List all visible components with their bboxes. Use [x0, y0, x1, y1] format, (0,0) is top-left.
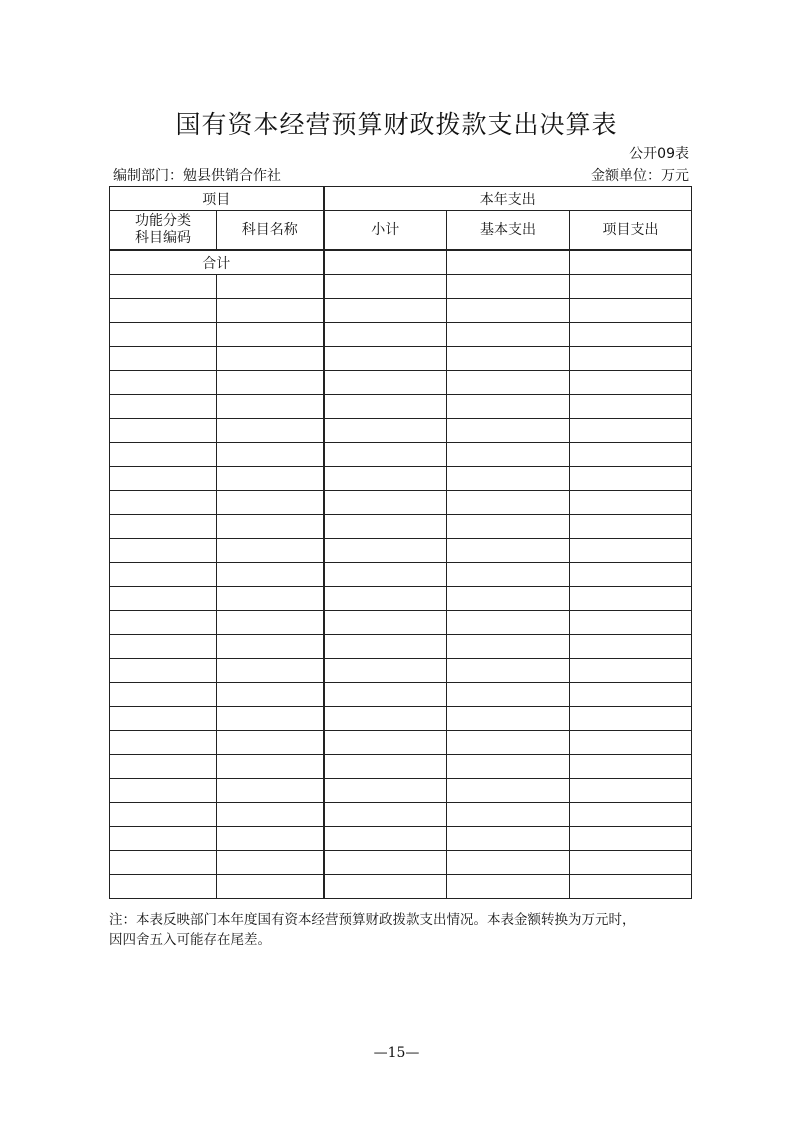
subject-name-cell	[217, 755, 324, 779]
project-cell	[570, 563, 692, 587]
basic-cell	[447, 491, 570, 515]
subtotal-cell	[324, 443, 447, 467]
function-code-cell	[110, 875, 217, 899]
subject-name-cell	[217, 731, 324, 755]
subtotal-cell	[324, 275, 447, 299]
subject-name-cell	[217, 707, 324, 731]
subtotal-cell	[324, 803, 447, 827]
unit-label: 金额单位：万元	[591, 168, 689, 184]
function-code-cell	[110, 419, 217, 443]
footnote-line-1: 注：本表反映部门本年度国有资本经营预算财政拨款支出情况。本表金额转换为万元时，	[109, 912, 636, 928]
basic-cell	[447, 803, 570, 827]
project-cell	[570, 371, 692, 395]
project-cell	[570, 707, 692, 731]
subtotal-cell	[324, 611, 447, 635]
subject-name-cell	[217, 827, 324, 851]
basic-cell	[447, 851, 570, 875]
project-cell	[570, 875, 692, 899]
basic-cell	[447, 443, 570, 467]
footnote-line-2: 因四舍五入可能存在尾差。	[109, 932, 271, 948]
function-code-cell	[110, 371, 217, 395]
function-code-cell	[110, 611, 217, 635]
project-cell	[570, 803, 692, 827]
function-code-cell	[110, 275, 217, 299]
function-code-cell	[110, 779, 217, 803]
basic-cell	[447, 467, 570, 491]
table-row	[110, 731, 692, 755]
table-row	[110, 299, 692, 323]
subtotal-cell	[324, 587, 447, 611]
function-code-cell	[110, 731, 217, 755]
subtotal-cell	[324, 539, 447, 563]
subject-name-cell	[217, 875, 324, 899]
function-code-cell	[110, 443, 217, 467]
function-code-cell	[110, 755, 217, 779]
subtotal-cell	[324, 371, 447, 395]
header-current-year: 本年支出	[324, 187, 692, 211]
org-label: 编制部门：勉县供销合作社	[113, 168, 281, 184]
table-row	[110, 707, 692, 731]
basic-cell	[447, 779, 570, 803]
table-row	[110, 275, 692, 299]
project-cell	[570, 755, 692, 779]
subtotal-cell	[324, 779, 447, 803]
project-cell	[570, 443, 692, 467]
basic-cell	[447, 611, 570, 635]
table-row	[110, 875, 692, 899]
project-cell	[570, 539, 692, 563]
table-row	[110, 563, 692, 587]
header-subject-name: 科目名称	[217, 211, 324, 251]
project-cell	[570, 491, 692, 515]
subtotal-cell	[324, 563, 447, 587]
project-cell	[570, 683, 692, 707]
subtotal-cell	[324, 347, 447, 371]
total-subtotal	[324, 250, 447, 275]
total-label: 合计	[110, 250, 324, 275]
project-cell	[570, 659, 692, 683]
page-number: —15—	[373, 1045, 420, 1061]
function-code-cell	[110, 467, 217, 491]
function-code-cell	[110, 707, 217, 731]
table-row	[110, 611, 692, 635]
subject-name-cell	[217, 611, 324, 635]
function-code-cell	[110, 683, 217, 707]
basic-cell	[447, 755, 570, 779]
subject-name-cell	[217, 635, 324, 659]
subject-name-cell	[217, 851, 324, 875]
project-cell	[570, 515, 692, 539]
project-cell	[570, 779, 692, 803]
basic-cell	[447, 419, 570, 443]
subject-name-cell	[217, 515, 324, 539]
subtotal-cell	[324, 875, 447, 899]
table-row	[110, 659, 692, 683]
page-title: 国有资本经营预算财政拨款支出决算表	[175, 110, 618, 139]
subtotal-cell	[324, 395, 447, 419]
subtotal-cell	[324, 491, 447, 515]
function-code-cell	[110, 299, 217, 323]
table-row	[110, 467, 692, 491]
table-row	[110, 635, 692, 659]
basic-cell	[447, 539, 570, 563]
basic-cell	[447, 707, 570, 731]
project-cell	[570, 299, 692, 323]
basic-cell	[447, 395, 570, 419]
table-row	[110, 539, 692, 563]
table-row	[110, 803, 692, 827]
subtotal-cell	[324, 323, 447, 347]
subject-name-cell	[217, 779, 324, 803]
basic-cell	[447, 275, 570, 299]
subject-name-cell	[217, 371, 324, 395]
basic-cell	[447, 827, 570, 851]
project-cell	[570, 323, 692, 347]
subtotal-cell	[324, 731, 447, 755]
subject-name-cell	[217, 347, 324, 371]
table-row	[110, 491, 692, 515]
header-row-2	[110, 211, 692, 251]
header-function-code-line2: 科目编码	[135, 230, 191, 246]
function-code-cell	[110, 659, 217, 683]
basic-cell	[447, 515, 570, 539]
table-row	[110, 347, 692, 371]
table-row	[110, 395, 692, 419]
subtotal-cell	[324, 827, 447, 851]
function-code-cell	[110, 395, 217, 419]
function-code-cell	[110, 515, 217, 539]
subtotal-cell	[324, 683, 447, 707]
subject-name-cell	[217, 803, 324, 827]
project-cell	[570, 395, 692, 419]
project-cell	[570, 611, 692, 635]
expenditure-table	[109, 186, 692, 899]
subtotal-cell	[324, 659, 447, 683]
basic-cell	[447, 299, 570, 323]
function-code-cell	[110, 635, 217, 659]
table-row	[110, 779, 692, 803]
basic-cell	[447, 659, 570, 683]
subtotal-cell	[324, 755, 447, 779]
form-code: 公开09表	[629, 146, 689, 162]
function-code-cell	[110, 587, 217, 611]
table-row	[110, 683, 692, 707]
footnote	[109, 910, 699, 950]
subject-name-cell	[217, 539, 324, 563]
header-row-1	[110, 187, 692, 211]
total-basic	[447, 250, 570, 275]
subject-name-cell	[217, 659, 324, 683]
project-cell	[570, 635, 692, 659]
header-function-code	[110, 211, 217, 251]
subject-name-cell	[217, 443, 324, 467]
project-cell	[570, 587, 692, 611]
header-basic: 基本支出	[447, 211, 570, 251]
subtotal-cell	[324, 299, 447, 323]
table-row	[110, 851, 692, 875]
function-code-cell	[110, 491, 217, 515]
subject-name-cell	[217, 563, 324, 587]
subtotal-cell	[324, 851, 447, 875]
table-row	[110, 371, 692, 395]
project-cell	[570, 731, 692, 755]
basic-cell	[447, 347, 570, 371]
subject-name-cell	[217, 491, 324, 515]
basic-cell	[447, 563, 570, 587]
table-row	[110, 419, 692, 443]
basic-cell	[447, 731, 570, 755]
subject-name-cell	[217, 323, 324, 347]
function-code-cell	[110, 803, 217, 827]
subject-name-cell	[217, 587, 324, 611]
subtotal-cell	[324, 419, 447, 443]
project-cell	[570, 419, 692, 443]
subtotal-cell	[324, 707, 447, 731]
basic-cell	[447, 323, 570, 347]
table-row	[110, 827, 692, 851]
subject-name-cell	[217, 275, 324, 299]
function-code-cell	[110, 563, 217, 587]
subject-name-cell	[217, 683, 324, 707]
header-item: 项目	[110, 187, 324, 211]
project-cell	[570, 275, 692, 299]
header-function-code-line1: 功能分类	[135, 213, 191, 229]
total-row	[110, 250, 692, 275]
subtotal-cell	[324, 515, 447, 539]
table-row	[110, 323, 692, 347]
subject-name-cell	[217, 467, 324, 491]
header-project: 项目支出	[570, 211, 692, 251]
project-cell	[570, 851, 692, 875]
total-project	[570, 250, 692, 275]
basic-cell	[447, 683, 570, 707]
function-code-cell	[110, 347, 217, 371]
subject-name-cell	[217, 419, 324, 443]
subtotal-cell	[324, 635, 447, 659]
header-subtotal: 小计	[324, 211, 447, 251]
subject-name-cell	[217, 395, 324, 419]
function-code-cell	[110, 323, 217, 347]
table-row	[110, 755, 692, 779]
basic-cell	[447, 875, 570, 899]
project-cell	[570, 827, 692, 851]
basic-cell	[447, 635, 570, 659]
project-cell	[570, 347, 692, 371]
table-row	[110, 587, 692, 611]
project-cell	[570, 467, 692, 491]
basic-cell	[447, 371, 570, 395]
subtotal-cell	[324, 467, 447, 491]
function-code-cell	[110, 827, 217, 851]
function-code-cell	[110, 851, 217, 875]
basic-cell	[447, 587, 570, 611]
subject-name-cell	[217, 299, 324, 323]
table-row	[110, 515, 692, 539]
function-code-cell	[110, 539, 217, 563]
table-row	[110, 443, 692, 467]
